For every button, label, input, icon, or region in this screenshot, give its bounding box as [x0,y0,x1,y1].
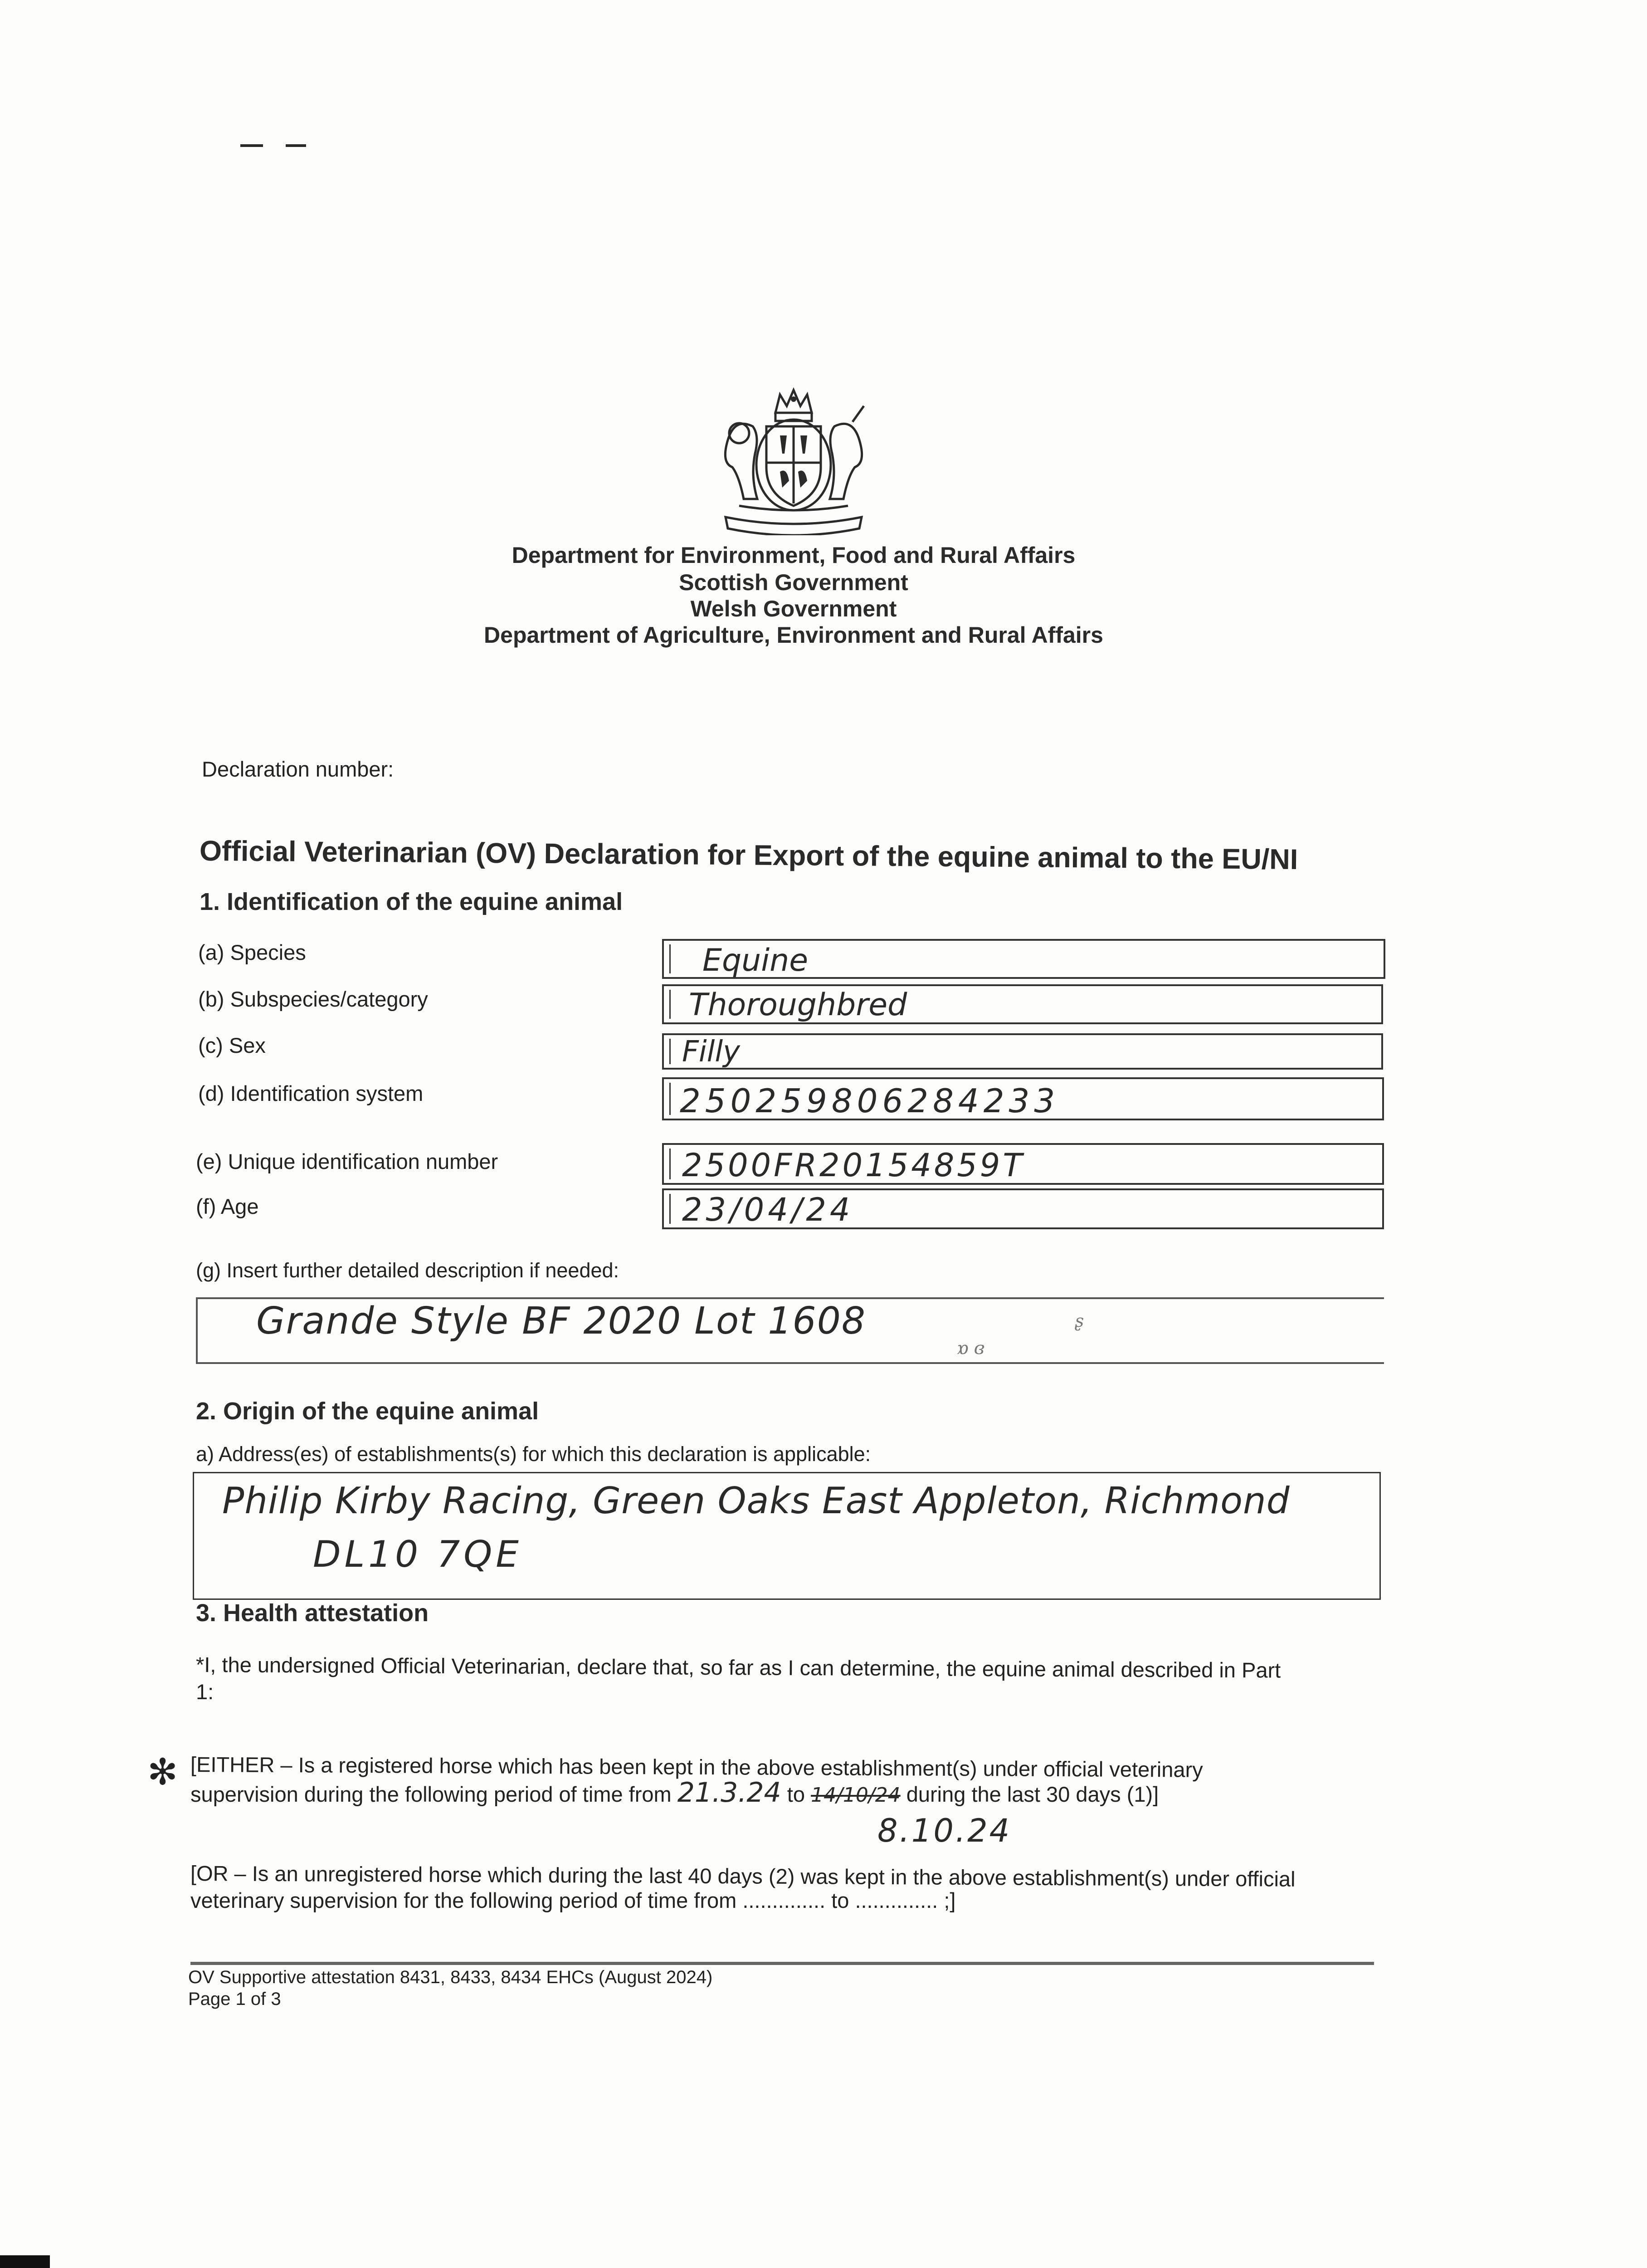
field-label-age: (f) Age [196,1194,259,1218]
department-name: Department for Environment, Food and Rural Affairs [512,543,1076,568]
age-field[interactable] [662,1188,1384,1229]
attestation-intro-line-1: *I, the undersigned Official Veterinarian, declare that, so far as I can determine, the equine animal described in Part [195,1652,1281,1682]
either-to-label: to [787,1782,805,1806]
either-to-date-struck: 14/10/24 [811,1784,901,1807]
or-clause-line-1: [OR – Is an unregistered horse which during the last 40 days (2) was kept in the above establishment(s) under official [190,1861,1296,1891]
sex-value: Filly [682,1035,741,1069]
further-description-left-rule [196,1297,198,1363]
department-name: Department of Agriculture, Environment and Rural Affairs [484,622,1103,648]
field-label-species: (a) Species [198,940,306,964]
further-description-bottom-rule [196,1362,1384,1364]
sex-field[interactable] [662,1033,1383,1070]
department-name: Scottish Government [679,570,908,595]
scribble-mark: ɒ ɞ [957,1338,985,1358]
royal-crest-icon [707,386,880,535]
either-from-date: 21.3.24 [677,1777,781,1809]
unique-id-field[interactable] [662,1143,1384,1185]
scribble-mark: ʂ [1075,1311,1084,1331]
subspecies-value: Thoroughbred [689,987,907,1023]
field-label-identification-system: (d) Identification system [198,1081,424,1105]
either-clause-prefix: supervision during the following period of time from [190,1782,672,1806]
further-description-value: Grande Style BF 2020 Lot 1608 [256,1300,867,1343]
identification-system-field[interactable] [662,1077,1384,1120]
section-2-heading: 2. Origin of the equine animal [196,1398,539,1425]
footer-rule [190,1962,1374,1965]
field-label-sex: (c) Sex [198,1033,266,1057]
field-label-unique-id: (e) Unique identification number [196,1149,498,1173]
top-dash-mark [240,144,263,147]
declaration-number-label: Declaration number: [202,757,394,781]
section-1-heading: 1. Identification of the equine animal [200,888,623,915]
department-name: Welsh Government [690,596,897,621]
species-value: Equine [702,943,809,978]
section-3-heading: 3. Health attestation [196,1599,429,1627]
address-line-1: Philip Kirby Racing, Green Oaks East Appleton, Richmond [222,1480,1290,1522]
scan-edge-mark [0,2255,50,2268]
field-label-subspecies: (b) Subspecies/category [198,987,428,1011]
footer-attestation-reference: OV Supportive attestation 8431, 8433, 8434 EHCs (August 2024) [188,1967,713,1987]
further-description-top-rule [196,1297,1384,1299]
top-dash-mark [286,144,306,147]
either-clause-suffix: during the last 30 days (1)] [906,1782,1159,1806]
or-clause-line-2: veterinary supervision for the following period of time from .............. to .............. ;] [190,1888,956,1912]
address-label: a) Address(es) of establishments(s) for which this declaration is applicable: [196,1442,871,1466]
identification-system-value: 250259806284233 [680,1082,1060,1120]
either-asterisk-icon: ✻ [147,1752,178,1792]
age-value: 23/04/24 [682,1191,854,1228]
species-field[interactable] [662,939,1385,979]
either-to-date-correction: 8.10.24 [877,1812,1012,1849]
document-title: Official Veterinarian (OV) Declaration for Export of the equine animal to the EU/NI [199,835,1298,876]
subspecies-field[interactable] [662,984,1383,1024]
attestation-intro-line-2: 1: [196,1680,214,1704]
further-description-label: (g) Insert further detailed description if needed: [196,1259,619,1282]
unique-id-value: 2500FR20154859T [682,1147,1025,1184]
either-clause-line-1: [EITHER – Is a registered horse which has been kept in the above establishment(s) under official veterinary [190,1752,1203,1782]
address-line-2: DL10 7QE [313,1533,522,1575]
footer-page-number: Page 1 of 3 [188,1989,281,2009]
either-clause-line-2 [190,1779,1415,1809]
